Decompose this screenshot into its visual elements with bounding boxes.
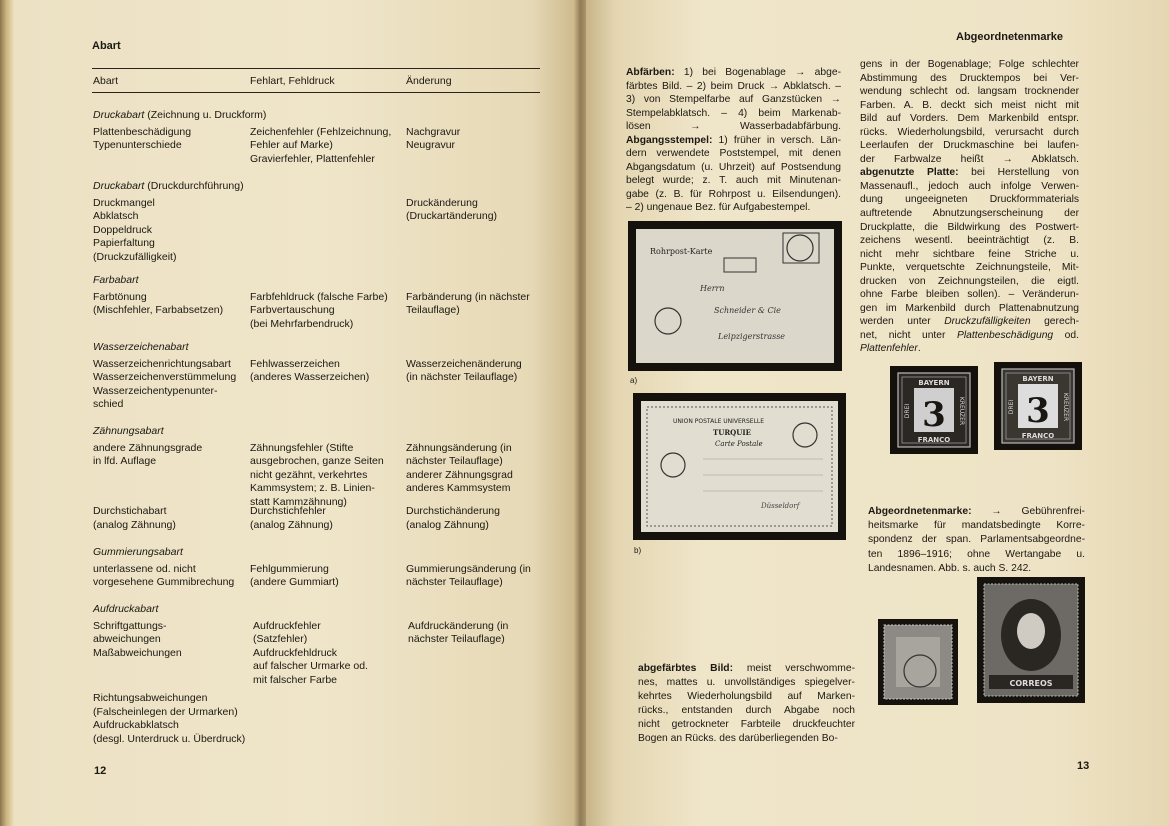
- text-run: → Gebührenfrei-: [971, 506, 1085, 517]
- table-cell: andere Zähnungsgrade: [93, 441, 203, 454]
- text-run: lösen → Wasserbadabfärbung.: [626, 121, 841, 133]
- column-header: Änderung: [406, 75, 452, 87]
- section-title-name: Zähnungsabart: [93, 425, 164, 437]
- section-title-name: Druckabart: [93, 109, 145, 121]
- stamp-franco: FRANCO: [1021, 432, 1055, 440]
- section-title-name: Farbabart: [93, 274, 139, 286]
- text-line: [626, 201, 841, 215]
- text-line: [860, 166, 1079, 180]
- section-title: [93, 603, 158, 617]
- text-line: [860, 180, 1079, 194]
- text-run: Bogen an Rücks. des darüberliegenden Bo-: [638, 732, 838, 744]
- stamp-numeral: 3: [1026, 391, 1050, 431]
- text-line: [860, 288, 1079, 302]
- text-run: gens in der Bogenablage; Folge schlechter: [860, 59, 1079, 70]
- table-cell: Schriftgattungs-: [93, 619, 167, 632]
- text-line: [860, 234, 1079, 248]
- table-cell: Maßabweichungen: [93, 646, 182, 659]
- text-run: nicht mehr sichtbare feine Striche u.: [860, 248, 1079, 260]
- figure-label: b): [634, 546, 642, 555]
- table-cell: Farbtönung: [93, 290, 147, 303]
- text-run: nes, mattes u. unvollständiges spiegelver-: [638, 676, 855, 688]
- text-line: [860, 261, 1079, 275]
- text-run: zeichens wesentl. beeinträchtigt (z. B.: [860, 235, 1079, 247]
- text-line: [860, 342, 1079, 356]
- text-run: Punkte, verquetschte Zeichnungsteile, Mit-: [860, 262, 1079, 274]
- text-run: ohne Farbe bleiben sollen). – Veränderun-: [860, 289, 1079, 301]
- section-title-name: Aufdruckabart: [93, 603, 159, 615]
- card-country: TURQUIE: [713, 428, 751, 437]
- table-cell: schied: [93, 398, 124, 411]
- text-run: kehrtes Wiederholungsbild auf Marken-: [638, 690, 855, 702]
- text-line: [638, 732, 855, 746]
- card-heading: Rohrpost-Karte: [650, 247, 713, 256]
- table-cell: (andere Gummiart): [250, 576, 339, 589]
- text-run: – 2) ungenaue Bez. für Aufgabestempel.: [626, 202, 811, 214]
- text-run: Plattenfehler: [860, 343, 918, 355]
- table-cell: (in nächster Teilauflage): [406, 371, 518, 384]
- table-cell: Aufdruckfehler: [253, 619, 321, 632]
- text-line: [860, 193, 1079, 207]
- table-cell: Aufdruckfehldruck: [253, 646, 338, 659]
- text-line: [860, 85, 1079, 99]
- stamp-side-text: KREUZER: [958, 396, 965, 426]
- table-cell: anderer Zähnungsgrad: [406, 468, 513, 481]
- table-cell: Wasserzeichenverstümmelung: [93, 371, 237, 384]
- figure-a-rohrpost-card: [628, 221, 842, 371]
- text-line: [626, 188, 841, 202]
- text-run: Bild auf Vorders. Dem Markenbild entspr.: [860, 113, 1079, 125]
- table-cell: Kammsystem; z. B. Linien-: [250, 482, 375, 495]
- table-cell: Nachgravur: [406, 125, 461, 138]
- stamp-country: BAYERN: [1022, 375, 1054, 383]
- text-run: dern verwendete Poststempel, mit denen: [626, 148, 841, 160]
- right-page: [586, 0, 1169, 826]
- header-rule-bottom: [92, 92, 540, 93]
- figure-b-turkish-card: [633, 393, 846, 540]
- table-cell: Druckänderung: [406, 196, 478, 209]
- column-1-bottom-text: [638, 662, 855, 745]
- entry-term: Abgeordnetenmarke:: [868, 506, 972, 517]
- table-cell: statt Kammzähnung): [250, 495, 347, 508]
- text-line: [860, 248, 1079, 262]
- stamp-bayern-worn-plate: [890, 366, 978, 454]
- text-run: Abstimmung des Drucktempos bei Ver-: [860, 72, 1079, 84]
- text-run: ten 1896–1916; ohne Wertangabe u.: [868, 548, 1085, 560]
- left-page: [14, 0, 576, 826]
- text-run: belegt wurde; z. T. auch mit Minutenan-: [626, 175, 841, 187]
- stamp-side-text: KREUZER: [1062, 392, 1069, 422]
- text-run: bei Herstellung von: [958, 167, 1079, 179]
- table-cell: (analog Zähnung): [93, 518, 176, 531]
- running-head: Abgeordnetenmarke: [956, 31, 1063, 43]
- text-line: [860, 72, 1079, 86]
- text-run: Stempelabklatsch. – 4) beim Markenab-: [626, 107, 841, 119]
- stamp-numeral: 3: [922, 395, 946, 435]
- table-cell: Fehlgummierung: [250, 562, 329, 575]
- table-cell: Richtungsabweichungen: [93, 692, 208, 704]
- entry-term: abgenutzte Platte:: [860, 167, 959, 179]
- text-line: [860, 139, 1079, 153]
- table-cell: nächster Teilauflage): [408, 633, 505, 646]
- table-cell: nicht gezähnt, verkehrtes: [250, 468, 368, 481]
- table-cell: (Druckzufälligkeit): [93, 250, 177, 263]
- column-2-top-text: [860, 58, 1079, 356]
- table-cell: abweichungen: [93, 633, 161, 646]
- table-cell: Typenunterschiede: [93, 139, 182, 152]
- section-title-name: Druckabart: [93, 180, 145, 192]
- text-line: [638, 718, 855, 732]
- text-line: [626, 161, 841, 175]
- text-line: [626, 174, 841, 188]
- section-title: [93, 341, 189, 355]
- text-line: [860, 207, 1079, 221]
- header-rule-top: [92, 68, 540, 69]
- text-run: Druckzufälligkeiten: [944, 316, 1031, 328]
- text-run: dung ungeeigneten Druckformmaterials: [860, 194, 1079, 206]
- table-cell: Zeichenfehler (Fehlzeichnung,: [250, 125, 392, 138]
- text-run: nicht getrockneter Farbteile druckfeuchter: [638, 718, 855, 730]
- table-cell: Gravierfehler, Plattenfehler: [250, 152, 375, 165]
- table-cell: (Druckartänderung): [406, 210, 498, 223]
- table-cell: nächster Teilauflage): [406, 576, 503, 589]
- table-cell: Zähnungsänderung (in: [406, 441, 512, 454]
- text-run: Farben. A. B. deckt sich meist nicht mit: [860, 99, 1079, 111]
- text-line: [638, 704, 855, 718]
- text-run: 1) bei Bogenablage → abge-: [674, 67, 841, 78]
- text-run: .: [917, 343, 921, 355]
- text-line: [860, 302, 1079, 316]
- figure-label: a): [630, 376, 638, 385]
- entry-term: Abfärben:: [626, 67, 675, 78]
- text-run: od.: [1053, 329, 1079, 341]
- text-line: [868, 562, 1085, 576]
- table-cell: (analog Zähnung): [406, 518, 489, 531]
- text-line: [626, 66, 841, 80]
- card-address-line: Herrn: [700, 284, 725, 293]
- section-title: [93, 274, 139, 288]
- text-run: Abgangsdatum (u. Uhrzeit) auf Postsendung: [626, 161, 841, 173]
- text-run: drucken von Zeichnungsteilen, die eigtl.: [860, 275, 1079, 287]
- stamp-country: BAYERN: [918, 379, 950, 387]
- table-cell: (bei Mehrfarbendruck): [250, 317, 354, 330]
- card-heading: UNION POSTALE UNIVERSELLE: [673, 418, 765, 425]
- text-line: [868, 505, 1085, 519]
- text-run: Druckplatte, die Bildwirkung des Postwert-: [860, 221, 1079, 233]
- text-line: [626, 93, 841, 107]
- table-cell: Zähnungsfehler (Stifte: [250, 441, 354, 454]
- text-line: [626, 147, 841, 161]
- table-cell: (Falscheinlegen der Urmarken): [93, 705, 238, 718]
- text-run: auftretende Abnutzungserscheinung der: [860, 208, 1079, 220]
- text-line: [868, 519, 1085, 533]
- text-run: Plattenbeschädigung: [956, 329, 1054, 341]
- column-header: Fehlart, Fehldruck: [250, 75, 335, 87]
- stamp-country: CORREOS: [1009, 679, 1053, 688]
- table-cell: Abklatsch: [93, 210, 139, 223]
- table-cell: Neugravur: [406, 139, 456, 152]
- table-cell: Gummierungsänderung (in: [406, 562, 531, 575]
- table-cell: (desgl. Unterdruck u. Überdruck): [93, 732, 246, 745]
- stamp-spain-1896: [878, 619, 958, 705]
- card-address-line: Düsseldorf: [761, 502, 800, 510]
- stamp-franco: FRANCO: [917, 436, 951, 444]
- text-line: [860, 221, 1079, 235]
- table-cell: Durchstichabart: [93, 505, 167, 517]
- text-run: Landesnamen. Abb. s. auch S. 242.: [868, 562, 1032, 574]
- text-run: der Farbwalze heißt → Abklatsch.: [860, 153, 1079, 165]
- table-cell: Wasserzeichenrichtungsabart: [93, 357, 231, 370]
- table-cell: Doppeldruck: [93, 223, 152, 236]
- table-cell: Aufdruckänderung (in: [408, 619, 509, 632]
- text-run: 3) von Stempelfarbe auf Ganzstücken →: [626, 94, 841, 106]
- text-run: rücks., entstanden durch Abgabe noch: [638, 704, 855, 716]
- card-type: Carte Postale: [715, 440, 763, 448]
- table-cell: Farbvertauschung: [250, 304, 335, 317]
- table-cell: auf falscher Urmarke od.: [253, 660, 368, 673]
- stamp-spain-1916-cervantes: [977, 577, 1085, 703]
- table-cell: mit falscher Farbe: [253, 673, 338, 686]
- text-run: meist verschwomme-: [733, 663, 855, 674]
- text-line: [868, 533, 1085, 547]
- column-1-top-text: [626, 66, 841, 215]
- text-line: [860, 153, 1079, 167]
- text-run: 1) früher in versch. Län-: [712, 134, 841, 146]
- section-title: [93, 180, 244, 194]
- card-address-line: Leipzigerstrasse: [718, 332, 786, 341]
- text-line: [860, 58, 1079, 72]
- running-head: Abart: [92, 40, 121, 52]
- table-cell: Teilauflage): [406, 304, 460, 317]
- text-run: gabe (z. B. für Rohrpost u. Eilsendungen).: [626, 188, 841, 200]
- text-run: gerech-: [1030, 316, 1079, 328]
- text-line: [868, 548, 1085, 562]
- column-header: Abart: [93, 75, 119, 87]
- table-cell: in lfd. Auflage: [93, 455, 157, 468]
- table-cell: ausgebrochen, ganze Seiten: [250, 455, 384, 468]
- entry-term: abgefärbtes Bild:: [638, 663, 734, 674]
- table-cell: nächster Teilauflage): [406, 455, 503, 468]
- page-number: 13: [1077, 760, 1090, 772]
- section-title-detail: (Druckdurchführung): [144, 180, 244, 192]
- table-cell: anderes Kammsystem: [406, 482, 511, 495]
- text-line: [626, 134, 841, 148]
- table-cell: Durchstichänderung: [406, 505, 500, 517]
- entry-term: Abgangsstempel:: [626, 134, 713, 146]
- text-run: Leerlaufen der Druckmaschine bei laufen-: [860, 140, 1079, 152]
- text-run: spondenz der span. Parlamentsabgeordne-: [868, 534, 1085, 546]
- section-title-detail: (Zeichnung u. Druckform): [144, 109, 267, 121]
- text-line: [860, 99, 1079, 113]
- text-run: rücks. Wiederholungsbild, verursacht durch: [860, 126, 1079, 138]
- text-line: [638, 676, 855, 690]
- text-run: net, nicht unter: [860, 329, 957, 341]
- stamp-side-text: DREI: [1008, 399, 1015, 415]
- portrait-face: [1017, 613, 1045, 649]
- page-number: 12: [94, 765, 107, 777]
- text-run: färbtes Bild. – 2) beim Druck → Abklatsch. –: [626, 80, 841, 92]
- text-line: [626, 80, 841, 94]
- section-title: [93, 546, 183, 560]
- stamp-side-text: DREI: [904, 403, 911, 419]
- table-cell: (Satzfehler): [253, 633, 308, 646]
- table-cell: Fehlwasserzeichen: [250, 357, 340, 370]
- text-line: [638, 690, 855, 704]
- table-cell: vorgesehene Gummibrechung: [93, 576, 235, 589]
- text-line: [860, 126, 1079, 140]
- table-cell: Aufdruckabklatsch: [93, 719, 179, 732]
- table-cell: Druckmangel: [93, 196, 155, 209]
- text-line: [626, 107, 841, 121]
- text-run: heitsmarke für mandatsbedingte Korre-: [868, 520, 1085, 532]
- table-cell: unterlassene od. nicht: [93, 562, 196, 575]
- text-line: [860, 112, 1079, 126]
- text-run: Massenaufl., jedoch auch infolge Verwen-: [860, 180, 1079, 192]
- table-cell: Plattenbeschädigung: [93, 125, 192, 138]
- section-title: [93, 425, 164, 439]
- section-title: [93, 109, 266, 123]
- stamp-bayern-fresh-plate: [994, 362, 1082, 450]
- text-line: [860, 315, 1079, 329]
- table-cell: Papierfaltung: [93, 237, 155, 250]
- text-run: gen im Markenbild durch Plattenabnutzung: [860, 302, 1079, 314]
- table-cell: Fehler auf Marke): [250, 139, 333, 152]
- table-cell: Wasserzeichenänderung: [406, 357, 522, 370]
- table-cell: Farbfehldruck (falsche Farbe): [250, 290, 388, 303]
- text-line: [860, 275, 1079, 289]
- text-run: werden unter: [860, 316, 945, 328]
- column-2-bottom-text: [868, 505, 1085, 576]
- table-cell: (analog Zähnung): [250, 518, 333, 531]
- text-line: [860, 329, 1079, 343]
- table-cell: Durchstichfehler: [250, 505, 326, 517]
- section-title-name: Gummierungsabart: [93, 546, 183, 558]
- text-run: wendung schlecht od. langsam trocknender: [860, 86, 1079, 98]
- text-line: [626, 120, 841, 134]
- card-address-line: Schneider & Cie: [714, 306, 781, 315]
- text-line: [638, 662, 855, 676]
- table-cell: (anderes Wasserzeichen): [250, 371, 370, 384]
- table-cell: (Mischfehler, Farbabsetzen): [93, 304, 224, 317]
- section-title-name: Wasserzeichenabart: [93, 341, 189, 353]
- table-cell: Farbänderung (in nächster: [406, 290, 530, 303]
- table-cell: Wasserzeichentypenunter-: [93, 384, 218, 397]
